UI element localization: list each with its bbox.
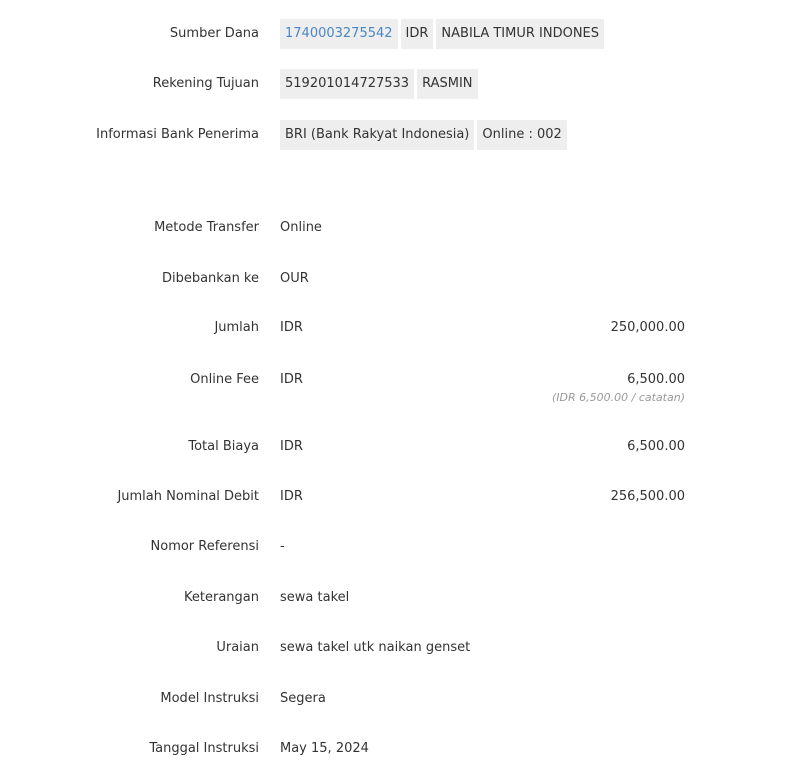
informasi-bank-label: Informasi Bank Penerima: [96, 127, 259, 142]
row-jumlah: [0, 313, 800, 343]
jumlah-nominal-debit-amount: 256,500.00: [610, 489, 685, 504]
tanggal-instruksi-value: May 15, 2024: [280, 741, 369, 756]
jumlah-nominal-debit-label: Jumlah Nominal Debit: [117, 489, 259, 504]
row-jumlah-nominal-debit: [0, 482, 800, 512]
keterangan-label: Keterangan: [184, 590, 259, 605]
metode-transfer-value: Online: [280, 220, 322, 235]
bank-code: Online : 002: [477, 120, 566, 150]
jumlah-amount: 250,000.00: [610, 320, 685, 335]
source-currency: IDR: [401, 19, 434, 49]
online-fee-amount: 6,500.00: [627, 372, 685, 387]
uraian-label: Uraian: [216, 640, 259, 655]
total-biaya-amount: 6,500.00: [627, 439, 685, 454]
sumber-dana-label: Sumber Dana: [169, 26, 259, 41]
row-informasi-bank: [0, 120, 800, 150]
nomor-referensi-value: -: [280, 539, 285, 554]
model-instruksi-value: Segera: [280, 691, 326, 706]
row-sumber-dana: [0, 19, 800, 49]
informasi-bank-tags: [280, 120, 567, 150]
keterangan-value: sewa takel: [280, 590, 350, 605]
row-metode-transfer: [0, 213, 800, 243]
online-fee-note: (IDR 6,500.00 / catatan): [552, 391, 685, 404]
row-dibebankan-ke: [0, 264, 800, 294]
row-total-biaya: [0, 432, 800, 462]
jumlah-currency: IDR: [280, 320, 303, 335]
sumber-dana-tags: [280, 19, 604, 49]
destination-account: 519201014727533: [280, 69, 414, 99]
row-keterangan: [0, 583, 800, 613]
jumlah-nominal-debit-currency: IDR: [280, 489, 303, 504]
online-fee-currency: IDR: [280, 372, 303, 387]
online-fee-label: Online Fee: [190, 372, 259, 387]
row-model-instruksi: [0, 684, 800, 714]
source-account-link[interactable]: 1740003275542: [280, 19, 398, 49]
row-nomor-referensi: [0, 532, 800, 562]
metode-transfer-label: Metode Transfer: [154, 220, 259, 235]
total-biaya-label: Total Biaya: [188, 439, 259, 454]
destination-name: RASMIN: [417, 69, 477, 99]
rekening-tujuan-label: Rekening Tujuan: [152, 76, 259, 91]
row-tanggal-instruksi: [0, 734, 800, 764]
model-instruksi-label: Model Instruksi: [160, 691, 259, 706]
dibebankan-ke-label: Dibebankan ke: [161, 271, 259, 286]
row-uraian: [0, 633, 800, 663]
row-online-fee: [0, 365, 800, 415]
total-biaya-currency: IDR: [280, 439, 303, 454]
uraian-value: sewa takel utk naikan genset: [280, 640, 471, 655]
source-account-name: NABILA TIMUR INDONES: [436, 19, 604, 49]
dibebankan-ke-value: OUR: [280, 271, 309, 286]
tanggal-instruksi-label: Tanggal Instruksi: [149, 741, 259, 756]
row-rekening-tujuan: [0, 69, 800, 99]
bank-name: BRI (Bank Rakyat Indonesia): [280, 120, 474, 150]
rekening-tujuan-tags: [280, 69, 478, 99]
jumlah-label: Jumlah: [214, 320, 259, 335]
nomor-referensi-label: Nomor Referensi: [150, 539, 259, 554]
